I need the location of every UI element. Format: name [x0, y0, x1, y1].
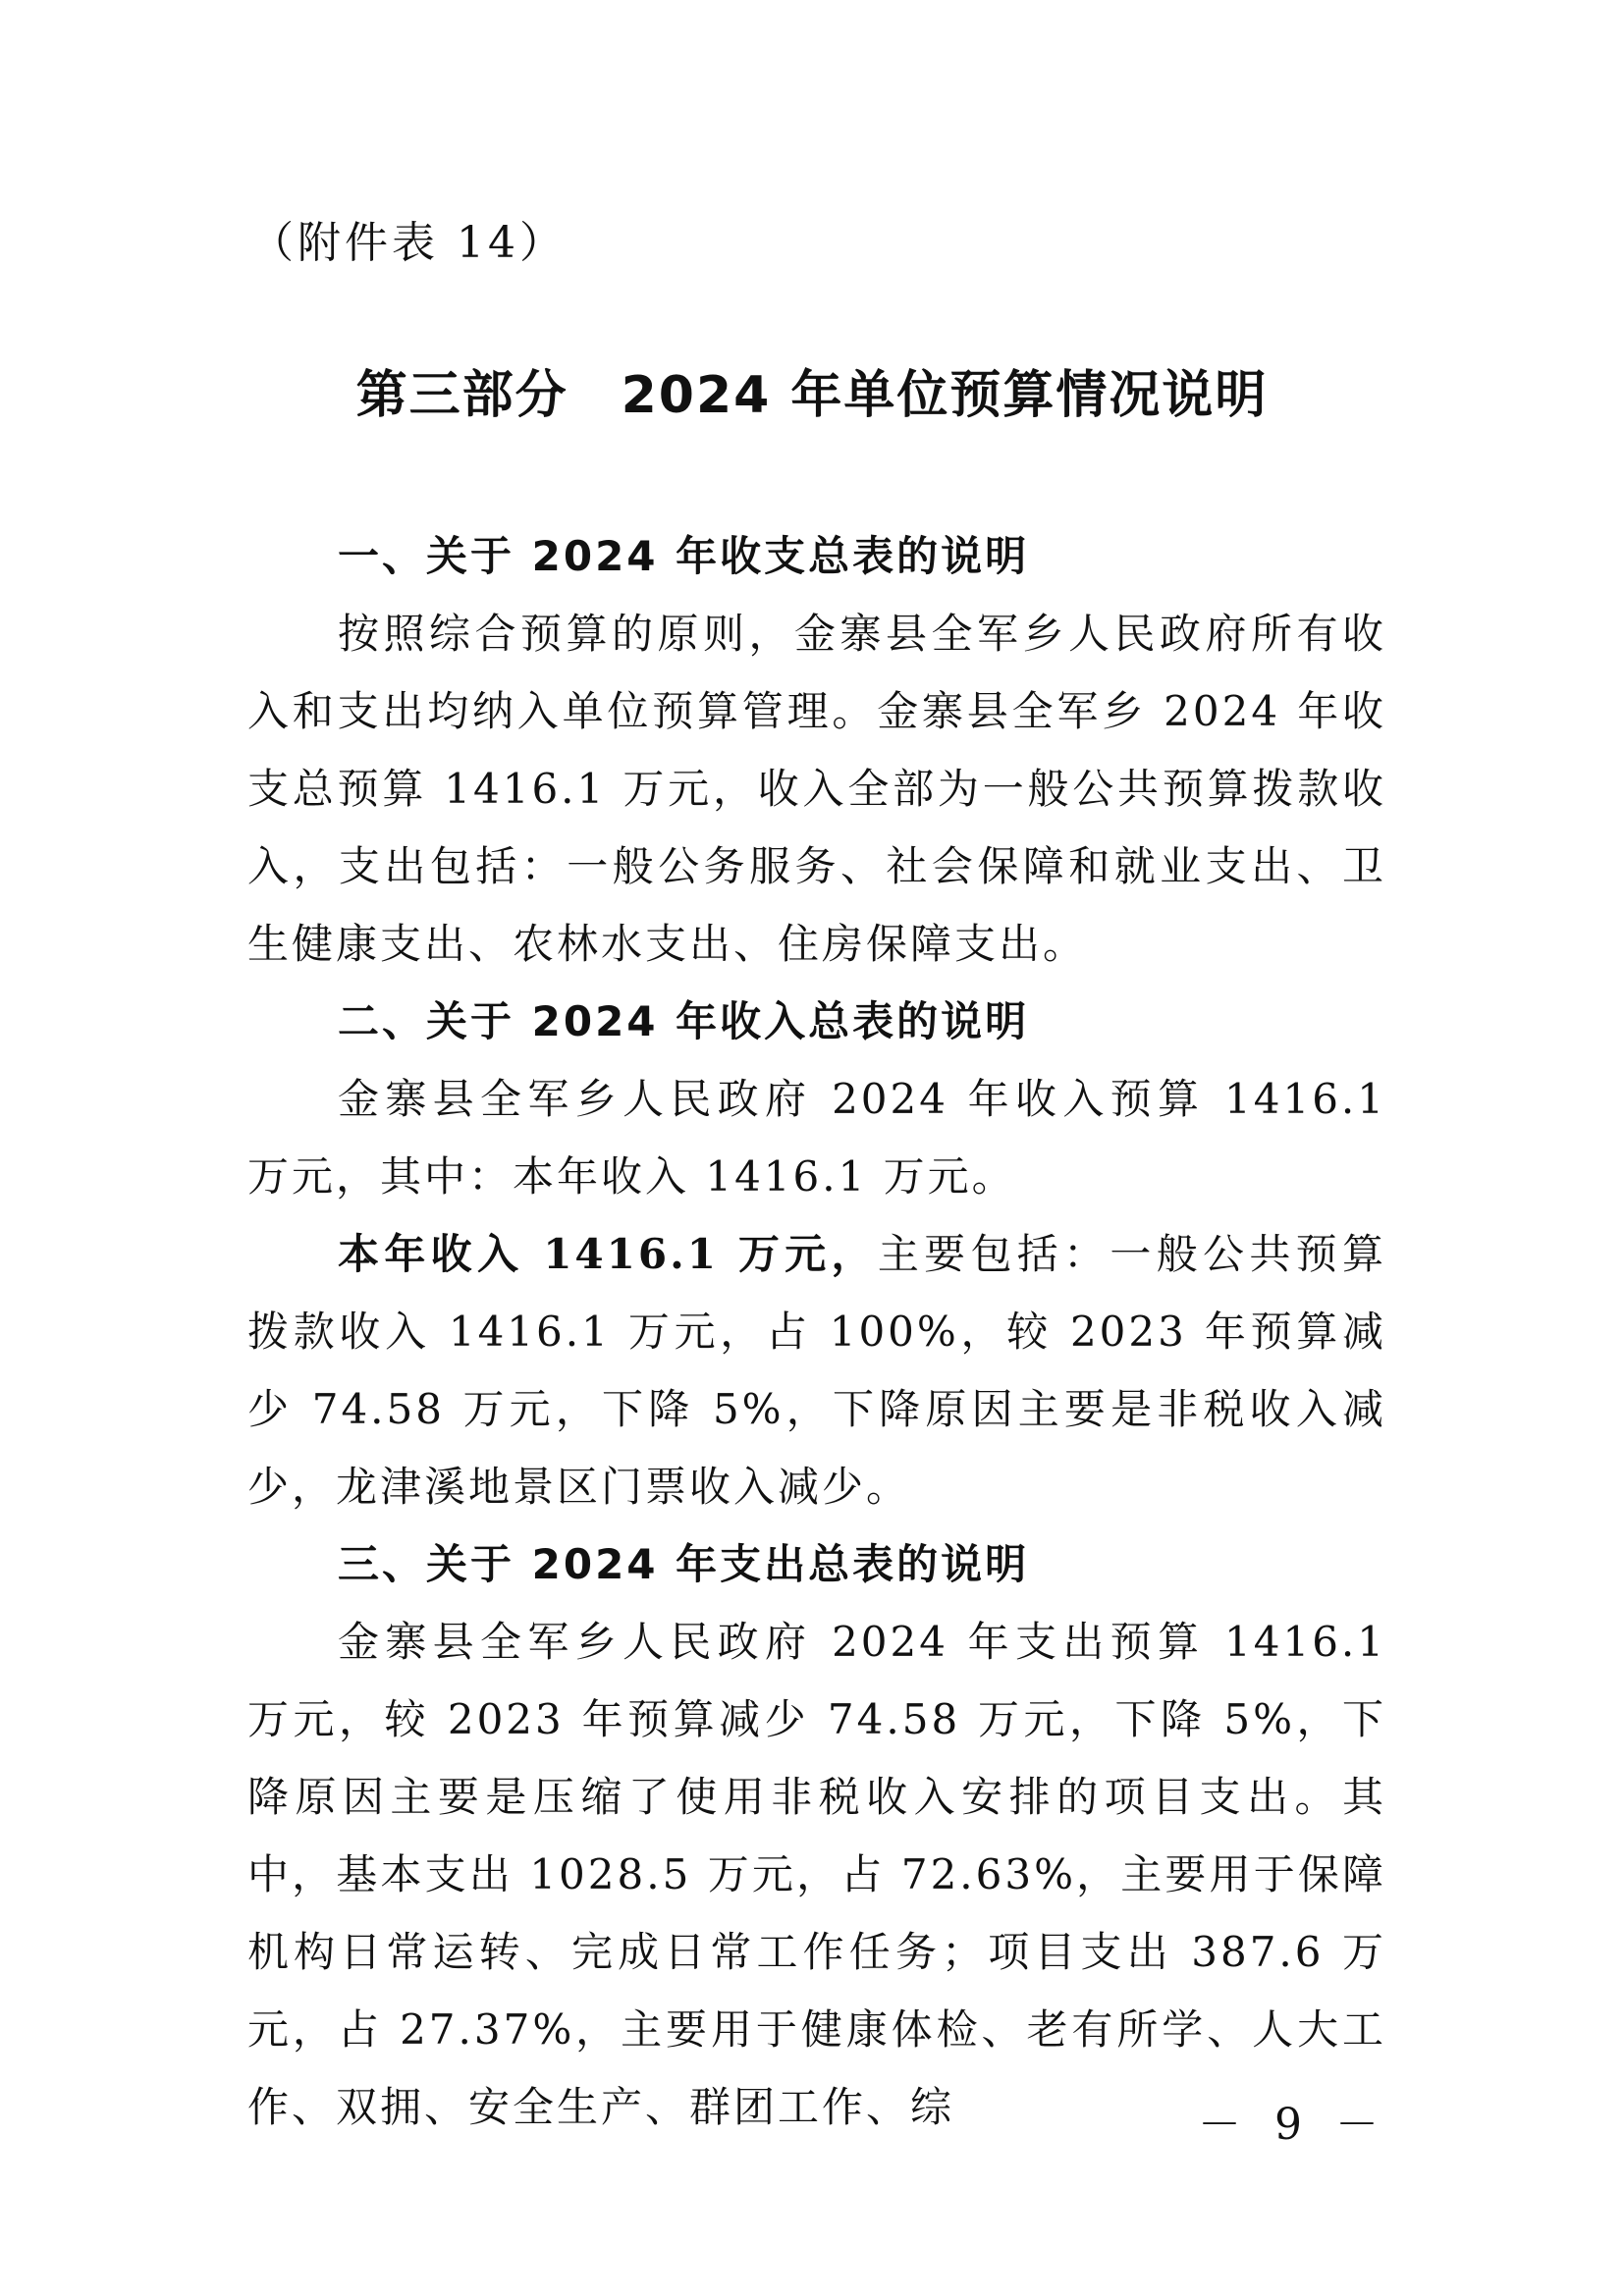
section-heading-1: 一、关于 2024 年收支总表的说明 — [338, 532, 1030, 580]
detail-text: 主要包括：一般公共预算拨款收入 1416.1 万元，占 100%，较 2023 年预算减少 74.58 万元，下降 5%，下降原因主要是非税收入减少，龙津溪地景区门票收入减少。 — [247, 1230, 1386, 1511]
part-title — [0, 361, 1624, 430]
document-body — [247, 517, 1386, 2146]
section-2-paragraph: 金寨县全军乡人民政府 2024 年收入预算 1416.1 万元，其中：本年收入 1416.1 万元。 — [247, 1075, 1386, 1201]
section-heading-3: 三、关于 2024 年支出总表的说明 — [338, 1540, 1030, 1588]
attachment-label: （附件表 14） — [250, 218, 567, 268]
section-heading-2: 二、关于 2024 年收入总表的说明 — [338, 997, 1030, 1045]
section-1-paragraph: 按照综合预算的原则，金寨县全军乡人民政府所有收入和支出均纳入单位预算管理。金寨县全军乡 2024 年收支总预算 1416.1 万元，收入全部为一般公共预算拨款收入，支出包括：一般公务服务、社会保障和就业支出、卫生健康支出、农林水支出、住房保障支出。 — [247, 610, 1386, 968]
part-title-text: 2024 年单位预算情况说明 — [621, 366, 1269, 425]
section-3-paragraph: 金寨县全军乡人民政府 2024 年支出预算 1416.1 万元，较 2023 年预算减少 74.58 万元，下降 5%，下降原因主要是压缩了使用非税收入安排的项目支出。其中，基本支出 1028.5 万元，占 72.63%，主要用于保障机构日常运转、完成日常工作任务；项目支出 387.6 万元，占 27.37%，主要用于健康体检、老有所学、人大工作、双拥、安全生产、群团工作、综 — [247, 1618, 1386, 2131]
section-2-detail-paragraph — [247, 1215, 1386, 1525]
detail-lead: 本年收入 1416.1 万元， — [338, 1230, 878, 1278]
part-number: 第三部分 — [355, 366, 568, 425]
page-number: － 9 － — [1198, 2100, 1388, 2150]
